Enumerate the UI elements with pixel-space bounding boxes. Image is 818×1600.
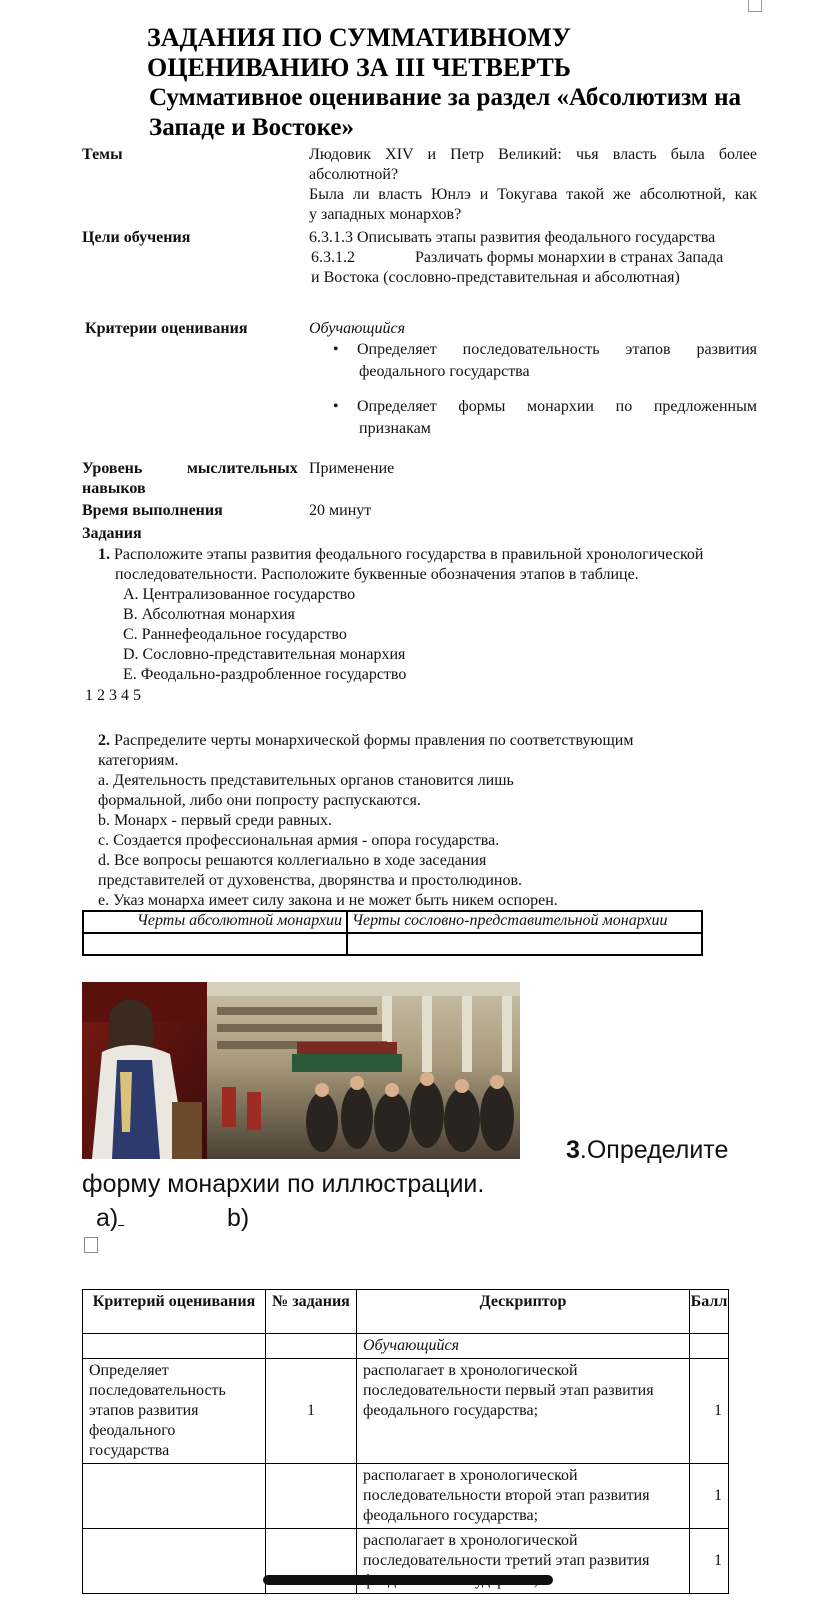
task-3-number: 3	[566, 1136, 580, 1164]
task-1-answer-numbers: 1 2 3 4 5	[85, 687, 141, 704]
answer-a-line[interactable]	[118, 1205, 124, 1226]
topics-line-1: Людовик XIV и Петр Великий: чья власть была более	[309, 146, 757, 163]
empty-checkbox[interactable]	[84, 1237, 98, 1253]
rubric-header-criterion: Критерий оценивания	[83, 1290, 266, 1334]
task-1-option-c: C. Раннефеодальное государство	[123, 626, 347, 643]
criteria-intro: Обучающийся	[309, 320, 406, 337]
level-label-word-1: Уровень	[82, 460, 143, 477]
subtitle-line-2: Западе и Востоке»	[149, 114, 355, 141]
rubric-empty-cell	[83, 1334, 266, 1359]
tasks-label: Задания	[82, 525, 142, 542]
rubric-descriptor: располагает в хронологической последовательности второй этап развития феодального государства;	[357, 1464, 690, 1529]
rubric-table	[82, 1289, 729, 1594]
task-2-text: Распределите черты монархической формы правления по соответствующим	[110, 732, 634, 749]
rubric-header-task-number: № задания	[266, 1290, 357, 1334]
goal-2-line-2: и Востока (сословно-представительная и абсолютная)	[311, 269, 680, 286]
task-1-text-line-1	[98, 545, 703, 565]
rubric-empty-cell	[690, 1334, 729, 1359]
rubric-empty-cell	[266, 1334, 357, 1359]
rubric-empty-cell	[83, 1464, 266, 1529]
rubric-learner-row	[83, 1334, 729, 1359]
level-label-word-2: мыслительных	[187, 460, 298, 477]
rubric-learner: Обучающийся	[357, 1334, 690, 1359]
task-2-item-e: e. Указ монарха имеет силу закона и не может быть никем оспорен.	[98, 892, 558, 909]
task-2-item-b: b. Монарх - первый среди равных.	[98, 812, 333, 829]
topics-line-3: Была ли власть Юнлэ и Токугава такой же абсолютной, как	[309, 186, 757, 203]
topics-label: Темы	[82, 146, 123, 163]
goals-label: Цели обучения	[82, 229, 191, 246]
task-1-option-b: B. Абсолютная монархия	[123, 606, 295, 623]
rubric-score: 1	[690, 1359, 729, 1464]
monarchy-illustration	[82, 982, 520, 1159]
table-row	[83, 1464, 729, 1529]
rubric-header-descriptor: Дескриптор	[357, 1290, 690, 1334]
answer-a-label: a)	[96, 1204, 119, 1232]
topics-line-2: абсолютной?	[309, 166, 399, 183]
task-2-text-line-2: категориям.	[98, 752, 179, 769]
bullet-dot-2: •	[333, 398, 339, 415]
subtitle-line-1: Суммативное оценивание за раздел «Абсолютизм на	[149, 84, 741, 111]
home-indicator[interactable]	[263, 1575, 553, 1585]
task-1-option-e: E. Феодально-раздробленное государство	[123, 666, 407, 683]
table-row	[83, 1359, 729, 1464]
topics-line-4: у западных монархов?	[309, 206, 462, 223]
title-line-2: ОЦЕНИВАНИЮ ЗА III ЧЕТВЕРТЬ	[147, 53, 571, 82]
rubric-score: 1	[690, 1464, 729, 1529]
task-2-item-d-line-2: представителей от духовенства, дворянства и простолюдинов.	[98, 872, 523, 889]
task-2-text-line-1	[98, 731, 633, 751]
col-absolute-header: Черты абсолютной монархии	[83, 911, 347, 933]
time-label: Время выполнения	[82, 502, 223, 519]
task-1-text-line-2: последовательности. Расположите буквенные обозначения этапов в таблице.	[115, 566, 639, 583]
task-1-number: 1.	[98, 546, 110, 563]
col-estate-header: Черты сословно-представительной монархии	[347, 911, 702, 933]
rubric-descriptor: располагает в хронологической последовательности первый этап развития феодального государства;	[357, 1359, 690, 1464]
absolute-answer-cell[interactable]	[83, 933, 347, 955]
rubric-empty-cell	[266, 1464, 357, 1529]
rubric-task-number: 1	[266, 1359, 357, 1464]
rubric-header-score: Балл	[690, 1290, 729, 1334]
task-3-text-part-2: форму монархии по иллюстрации.	[82, 1170, 485, 1198]
task-3-answer-a[interactable]	[96, 1203, 124, 1233]
level-value: Применение	[309, 460, 395, 477]
task-2-item-d-line-1: d. Все вопросы решаются коллегиально в ходе заседания	[98, 852, 487, 869]
criterion-1-line-2: феодального государства	[359, 363, 530, 380]
monarchy-illustration-image	[82, 982, 520, 1159]
rubric-header-row	[83, 1290, 729, 1334]
time-value: 20 минут	[309, 502, 372, 519]
task-2-answer-table	[82, 910, 703, 956]
rubric-empty-cell	[83, 1529, 266, 1594]
task-2-item-a-line-1: a. Деятельность представительных органов становится лишь	[98, 772, 514, 789]
rubric-criterion: Определяет последовательность этапов развития феодального государства	[83, 1359, 266, 1464]
goal-1: 6.3.1.3 Описывать этапы развития феодального государства	[309, 229, 716, 246]
goal-2-text: Различать формы монархии в странах Запада	[415, 249, 724, 266]
criterion-2-line-2: признакам	[359, 420, 431, 437]
task-2-item-c: c. Создается профессиональная армия - опора государства.	[98, 832, 500, 849]
task-1-text: Расположите этапы развития феодального государства в правильной хронологической	[110, 546, 704, 563]
task-2-number: 2.	[98, 732, 110, 749]
bullet-dot-1: •	[333, 341, 339, 358]
title-line-1: ЗАДАНИЯ ПО СУММАТИВНОМУ	[147, 23, 571, 52]
level-label-line-2: навыков	[82, 480, 146, 497]
task-1-option-a: A. Централизованное государство	[123, 586, 356, 603]
rubric-descriptor: располагает в хронологической последовательности третий этап развития	[357, 1529, 690, 1594]
task-2-item-a-line-2: формальной, либо они попросту распускаются.	[98, 792, 421, 809]
rubric-score: 1	[690, 1529, 729, 1594]
task-1-option-d: D. Сословно-представительная монархия	[123, 646, 406, 663]
goal-2-code: 6.3.1.2	[311, 249, 355, 266]
task-3-answer-b[interactable]: b)	[227, 1204, 250, 1232]
estate-answer-cell[interactable]	[347, 933, 702, 955]
criteria-label: Критерии оценивания	[85, 320, 248, 337]
corner-checkbox	[748, 0, 762, 12]
task-3-text-part-1: .Определите	[579, 1136, 729, 1164]
task-3-line-1	[566, 1135, 728, 1165]
criterion-2-line-1: Определяет формы монархии по предложенным	[357, 398, 757, 415]
criterion-1-line-1: Определяет последовательность этапов развития	[357, 341, 757, 358]
